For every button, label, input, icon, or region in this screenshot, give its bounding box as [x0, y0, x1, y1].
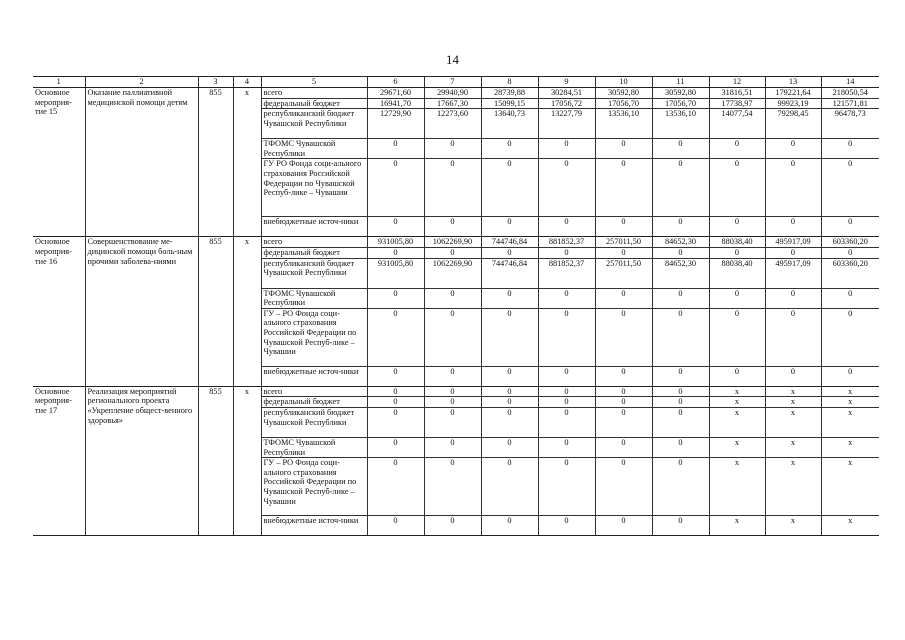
- event-name: Оказание паллиативной медицинской помощи детям: [85, 88, 198, 237]
- value-year-col-9: 0: [538, 247, 595, 258]
- funding-source: всего: [261, 386, 367, 397]
- value-year-col-10: 0: [595, 139, 652, 159]
- value-year-col-13: 0: [765, 366, 821, 386]
- value-year-col-13: 99923,19: [765, 98, 821, 109]
- funding-source: ГУ – РО Фонда соци-ального страхования Российской Федерации по Чувашской Респуб-лике – Чувашии: [261, 458, 367, 516]
- value-year-col-14: 0: [821, 308, 879, 366]
- value-year-col-7: 0: [424, 397, 481, 408]
- value-year-col-13: 0: [765, 247, 821, 258]
- value-year-col-8: 0: [481, 397, 538, 408]
- value-year-col-9: 0: [538, 437, 595, 457]
- value-year-col-12: 0: [709, 159, 765, 217]
- funding-source: ГУ – РО Фонда соци-ального страхования Российской Федерации по Чувашской Респуб-лике – Чувашии: [261, 308, 367, 366]
- event-name: Реализация мероприятий регионального проекта «Укрепление общест-венного здоровья»: [85, 386, 198, 535]
- value-year-col-8: 0: [481, 437, 538, 457]
- section-code: x: [233, 88, 261, 237]
- value-year-col-10: 0: [595, 458, 652, 516]
- value-year-col-12: 0: [709, 139, 765, 159]
- budget-table: [33, 76, 879, 536]
- funding-source: республиканский бюджет Чувашской Республики: [261, 407, 367, 437]
- column-header-2: 2: [85, 77, 198, 88]
- value-year-col-14: x: [821, 386, 879, 397]
- value-year-col-12: x: [709, 386, 765, 397]
- value-year-col-6: 0: [367, 288, 424, 308]
- value-year-col-7: 1062269,90: [424, 237, 481, 248]
- value-year-col-6: 0: [367, 386, 424, 397]
- value-year-col-14: 0: [821, 139, 879, 159]
- value-year-col-14: 0: [821, 247, 879, 258]
- value-year-col-10: 257011,50: [595, 258, 652, 288]
- value-year-col-13: x: [765, 458, 821, 516]
- value-year-col-13: 0: [765, 159, 821, 217]
- value-year-col-11: 0: [652, 516, 709, 536]
- value-year-col-13: x: [765, 397, 821, 408]
- value-year-col-8: 0: [481, 159, 538, 217]
- value-year-col-11: 17056,70: [652, 98, 709, 109]
- value-year-col-14: x: [821, 397, 879, 408]
- value-year-col-11: 0: [652, 308, 709, 366]
- table-body: [33, 88, 879, 536]
- value-year-col-8: 0: [481, 366, 538, 386]
- value-year-col-6: 0: [367, 159, 424, 217]
- value-year-col-6: 0: [367, 407, 424, 437]
- value-year-col-8: 13640,73: [481, 109, 538, 139]
- value-year-col-9: 30284,51: [538, 88, 595, 99]
- value-year-col-11: 84652,30: [652, 258, 709, 288]
- value-year-col-7: 1062269,90: [424, 258, 481, 288]
- value-year-col-6: 16941,70: [367, 98, 424, 109]
- value-year-col-7: 0: [424, 516, 481, 536]
- header-row: [33, 77, 879, 88]
- value-year-col-14: 0: [821, 288, 879, 308]
- value-year-col-14: 0: [821, 217, 879, 237]
- value-year-col-9: 13227,79: [538, 109, 595, 139]
- event-label: Основное мероприя-тие 15: [33, 88, 85, 237]
- value-year-col-6: 0: [367, 247, 424, 258]
- event-label: Основное мероприя-тие 16: [33, 237, 85, 386]
- value-year-col-13: 495917,09: [765, 258, 821, 288]
- column-header-3: 3: [198, 77, 233, 88]
- value-year-col-14: 218050,54: [821, 88, 879, 99]
- value-year-col-13: 179221,64: [765, 88, 821, 99]
- value-year-col-12: x: [709, 397, 765, 408]
- value-year-col-6: 29671,60: [367, 88, 424, 99]
- column-header-10: 10: [595, 77, 652, 88]
- value-year-col-7: 0: [424, 386, 481, 397]
- value-year-col-11: 0: [652, 407, 709, 437]
- value-year-col-10: 0: [595, 217, 652, 237]
- value-year-col-8: 28739,88: [481, 88, 538, 99]
- value-year-col-8: 0: [481, 288, 538, 308]
- value-year-col-8: 744746,84: [481, 237, 538, 248]
- value-year-col-6: 12729,90: [367, 109, 424, 139]
- value-year-col-13: 495917,09: [765, 237, 821, 248]
- value-year-col-12: 14077,54: [709, 109, 765, 139]
- value-year-col-9: 17056,72: [538, 98, 595, 109]
- value-year-col-7: 0: [424, 159, 481, 217]
- value-year-col-7: 0: [424, 217, 481, 237]
- value-year-col-8: 0: [481, 386, 538, 397]
- value-year-col-13: x: [765, 437, 821, 457]
- value-year-col-9: 0: [538, 308, 595, 366]
- value-year-col-12: 88038,40: [709, 237, 765, 248]
- value-year-col-10: 0: [595, 407, 652, 437]
- value-year-col-12: 0: [709, 288, 765, 308]
- value-year-col-6: 0: [367, 397, 424, 408]
- value-year-col-12: 0: [709, 308, 765, 366]
- value-year-col-6: 0: [367, 217, 424, 237]
- value-year-col-14: 121571,81: [821, 98, 879, 109]
- value-year-col-7: 0: [424, 407, 481, 437]
- value-year-col-9: 881852,37: [538, 258, 595, 288]
- value-year-col-8: 744746,84: [481, 258, 538, 288]
- funding-source: всего: [261, 237, 367, 248]
- value-year-col-12: x: [709, 458, 765, 516]
- value-year-col-11: 0: [652, 139, 709, 159]
- value-year-col-11: 0: [652, 217, 709, 237]
- value-year-col-8: 0: [481, 458, 538, 516]
- column-header-6: 6: [367, 77, 424, 88]
- value-year-col-10: 257011,50: [595, 237, 652, 248]
- value-year-col-11: 0: [652, 458, 709, 516]
- value-year-col-7: 0: [424, 308, 481, 366]
- value-year-col-6: 0: [367, 308, 424, 366]
- value-year-col-8: 0: [481, 308, 538, 366]
- value-year-col-8: 0: [481, 407, 538, 437]
- value-year-col-7: 0: [424, 139, 481, 159]
- value-year-col-14: 0: [821, 366, 879, 386]
- value-year-col-13: x: [765, 516, 821, 536]
- column-header-5: 5: [261, 77, 367, 88]
- ministry-code: 855: [198, 386, 233, 535]
- funding-source: ТФОМС Чувашской Республики: [261, 288, 367, 308]
- column-header-7: 7: [424, 77, 481, 88]
- column-header-1: 1: [33, 77, 85, 88]
- value-year-col-10: 0: [595, 437, 652, 457]
- value-year-col-13: x: [765, 386, 821, 397]
- event-label: Основное мероприя-тие 17: [33, 386, 85, 535]
- page-number: 14: [446, 52, 459, 67]
- value-year-col-9: 0: [538, 407, 595, 437]
- value-year-col-8: 0: [481, 139, 538, 159]
- value-year-col-10: 0: [595, 366, 652, 386]
- funding-source: республиканский бюджет Чувашской Республики: [261, 258, 367, 288]
- value-year-col-12: x: [709, 407, 765, 437]
- funding-source: всего: [261, 88, 367, 99]
- value-year-col-9: 0: [538, 217, 595, 237]
- value-year-col-10: 0: [595, 288, 652, 308]
- value-year-col-12: 0: [709, 366, 765, 386]
- value-year-col-11: 0: [652, 366, 709, 386]
- value-year-col-13: x: [765, 407, 821, 437]
- value-year-col-9: 0: [538, 458, 595, 516]
- value-year-col-10: 0: [595, 308, 652, 366]
- value-year-col-7: 17667,30: [424, 98, 481, 109]
- value-year-col-10: 17056,70: [595, 98, 652, 109]
- value-year-col-12: x: [709, 437, 765, 457]
- column-header-14: 14: [821, 77, 879, 88]
- value-year-col-7: 0: [424, 247, 481, 258]
- value-year-col-10: 0: [595, 247, 652, 258]
- funding-source: ГУ РО Фонда соци-ального страхования Российской Федерации по Чувашской Респуб-лике – Чувашии: [261, 159, 367, 217]
- value-year-col-8: 0: [481, 516, 538, 536]
- value-year-col-11: 0: [652, 288, 709, 308]
- value-year-col-7: 29940,90: [424, 88, 481, 99]
- value-year-col-7: 0: [424, 288, 481, 308]
- value-year-col-6: 0: [367, 366, 424, 386]
- funding-source: внебюджетные источ-ники: [261, 366, 367, 386]
- value-year-col-12: x: [709, 516, 765, 536]
- value-year-col-11: 30592,80: [652, 88, 709, 99]
- value-year-col-8: 0: [481, 247, 538, 258]
- value-year-col-9: 0: [538, 386, 595, 397]
- value-year-col-9: 0: [538, 159, 595, 217]
- value-year-col-14: 0: [821, 159, 879, 217]
- value-year-col-14: 603360,20: [821, 258, 879, 288]
- value-year-col-14: 96478,73: [821, 109, 879, 139]
- value-year-col-8: 0: [481, 217, 538, 237]
- funding-source: республиканский бюджет Чувашской Республики: [261, 109, 367, 139]
- value-year-col-14: 603360,20: [821, 237, 879, 248]
- value-year-col-11: 0: [652, 386, 709, 397]
- value-year-col-11: 13536,10: [652, 109, 709, 139]
- value-year-col-12: 0: [709, 217, 765, 237]
- value-year-col-7: 0: [424, 458, 481, 516]
- value-year-col-9: 881852,37: [538, 237, 595, 248]
- table-row: [33, 237, 879, 248]
- value-year-col-7: 0: [424, 437, 481, 457]
- column-header-8: 8: [481, 77, 538, 88]
- table-row: [33, 386, 879, 397]
- value-year-col-10: 0: [595, 397, 652, 408]
- value-year-col-6: 0: [367, 437, 424, 457]
- funding-source: внебюджетные источ-ники: [261, 217, 367, 237]
- value-year-col-14: x: [821, 437, 879, 457]
- value-year-col-13: 0: [765, 217, 821, 237]
- value-year-col-13: 0: [765, 288, 821, 308]
- value-year-col-8: 15099,15: [481, 98, 538, 109]
- value-year-col-7: 12273,60: [424, 109, 481, 139]
- value-year-col-9: 0: [538, 516, 595, 536]
- funding-source: внебюджетные источ-ники: [261, 516, 367, 536]
- value-year-col-12: 0: [709, 247, 765, 258]
- funding-source: ТФОМС Чувашской Республики: [261, 139, 367, 159]
- value-year-col-12: 88038,40: [709, 258, 765, 288]
- value-year-col-10: 30592,80: [595, 88, 652, 99]
- value-year-col-11: 0: [652, 159, 709, 217]
- funding-source: ТФОМС Чувашской Республики: [261, 437, 367, 457]
- value-year-col-11: 84652,30: [652, 237, 709, 248]
- value-year-col-13: 0: [765, 308, 821, 366]
- value-year-col-6: 0: [367, 139, 424, 159]
- funding-source: федеральный бюджет: [261, 98, 367, 109]
- column-header-13: 13: [765, 77, 821, 88]
- value-year-col-9: 0: [538, 397, 595, 408]
- value-year-col-13: 0: [765, 139, 821, 159]
- event-name: Совершенствование ме-дицинской помощи боль-ным прочими заболева-ниями: [85, 237, 198, 386]
- value-year-col-10: 0: [595, 386, 652, 397]
- value-year-col-6: 931005,80: [367, 258, 424, 288]
- column-header-4: 4: [233, 77, 261, 88]
- funding-source: федеральный бюджет: [261, 397, 367, 408]
- section-code: x: [233, 237, 261, 386]
- column-header-9: 9: [538, 77, 595, 88]
- value-year-col-9: 0: [538, 366, 595, 386]
- value-year-col-10: 0: [595, 516, 652, 536]
- value-year-col-11: 0: [652, 247, 709, 258]
- value-year-col-14: x: [821, 458, 879, 516]
- value-year-col-11: 0: [652, 397, 709, 408]
- section-code: x: [233, 386, 261, 535]
- value-year-col-6: 0: [367, 516, 424, 536]
- value-year-col-10: 0: [595, 159, 652, 217]
- ministry-code: 855: [198, 88, 233, 237]
- table-row: [33, 88, 879, 99]
- value-year-col-14: x: [821, 516, 879, 536]
- funding-source: федеральный бюджет: [261, 247, 367, 258]
- value-year-col-6: 931005,80: [367, 237, 424, 248]
- value-year-col-14: x: [821, 407, 879, 437]
- value-year-col-13: 79298,45: [765, 109, 821, 139]
- column-header-12: 12: [709, 77, 765, 88]
- value-year-col-6: 0: [367, 458, 424, 516]
- value-year-col-7: 0: [424, 366, 481, 386]
- value-year-col-12: 17738,97: [709, 98, 765, 109]
- value-year-col-11: 0: [652, 437, 709, 457]
- value-year-col-12: 31816,51: [709, 88, 765, 99]
- column-header-11: 11: [652, 77, 709, 88]
- ministry-code: 855: [198, 237, 233, 386]
- value-year-col-10: 13536,10: [595, 109, 652, 139]
- value-year-col-9: 0: [538, 288, 595, 308]
- value-year-col-9: 0: [538, 139, 595, 159]
